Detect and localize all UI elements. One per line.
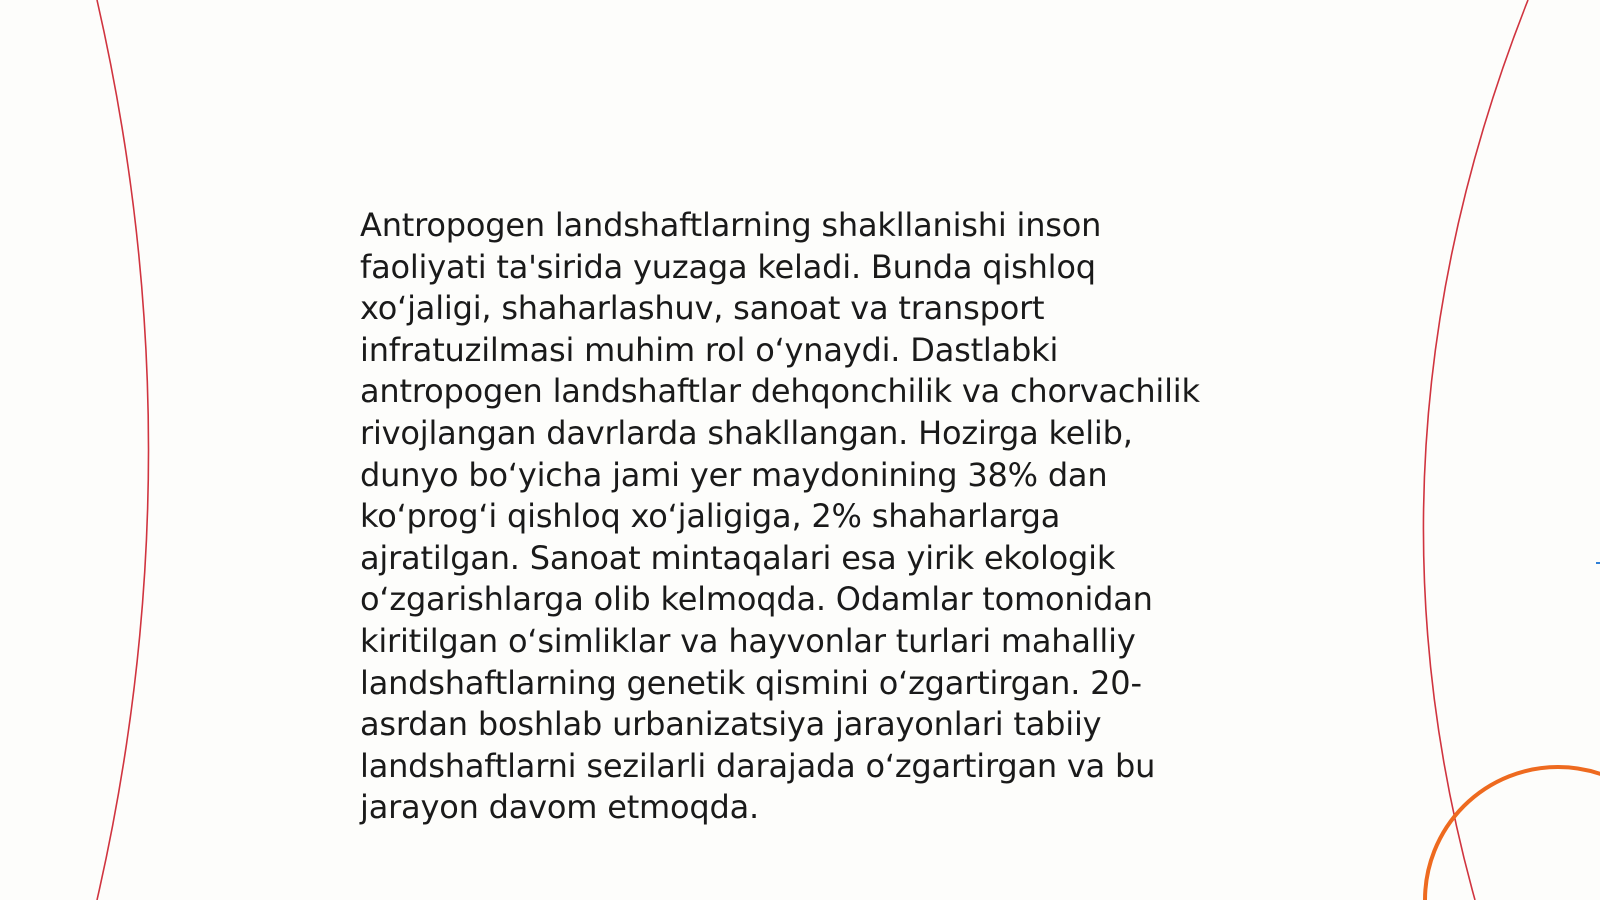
right-arc-decoration (1423, 0, 1528, 900)
body-line: rivojlangan davrlarda shakllangan. Hozirga kelib, (360, 413, 1133, 452)
body-line: dunyo boʻyicha jami yer maydonining 38% dan (360, 455, 1108, 494)
body-line: jarayon davom etmoqda. (360, 788, 760, 827)
body-text (360, 205, 1240, 829)
body-line: kiritilgan oʻsimliklar va hayvonlar turlari mahalliy (360, 621, 1136, 660)
body-line: xoʻjaligi, shaharlashuv, sanoat va transport (360, 289, 1045, 328)
body-line: faoliyati ta'sirida yuzaga keladi. Bunda qishloq (360, 247, 1096, 286)
body-line: koʻprogʻi qishloq xoʻjaligiga, 2% shaharlarga (360, 497, 1061, 536)
body-line: Antropogen landshaftlarning shakllanishi inson (360, 206, 1102, 244)
corner-ring-decoration (1425, 767, 1600, 900)
body-line: oʻzgarishlarga olib kelmoqda. Odamlar tomonidan (360, 580, 1153, 619)
body-line: ajratilgan. Sanoat mintaqalari esa yirik ekologik (360, 538, 1116, 577)
body-line: asrdan boshlab urbanizatsiya jarayonlari tabiiy (360, 705, 1102, 744)
body-line: landshaftlarni sezilarli darajada oʻzgartirgan va bu (360, 746, 1156, 785)
left-arc-decoration (97, 0, 149, 900)
body-line: infratuzilmasi muhim rol oʻynaydi. Dastlabki (360, 330, 1059, 369)
body-line: landshaftlarning genetik qismini oʻzgartirgan. 20- (360, 663, 1142, 702)
body-line: antropogen landshaftlar dehqonchilik va chorvachilik (360, 372, 1200, 411)
